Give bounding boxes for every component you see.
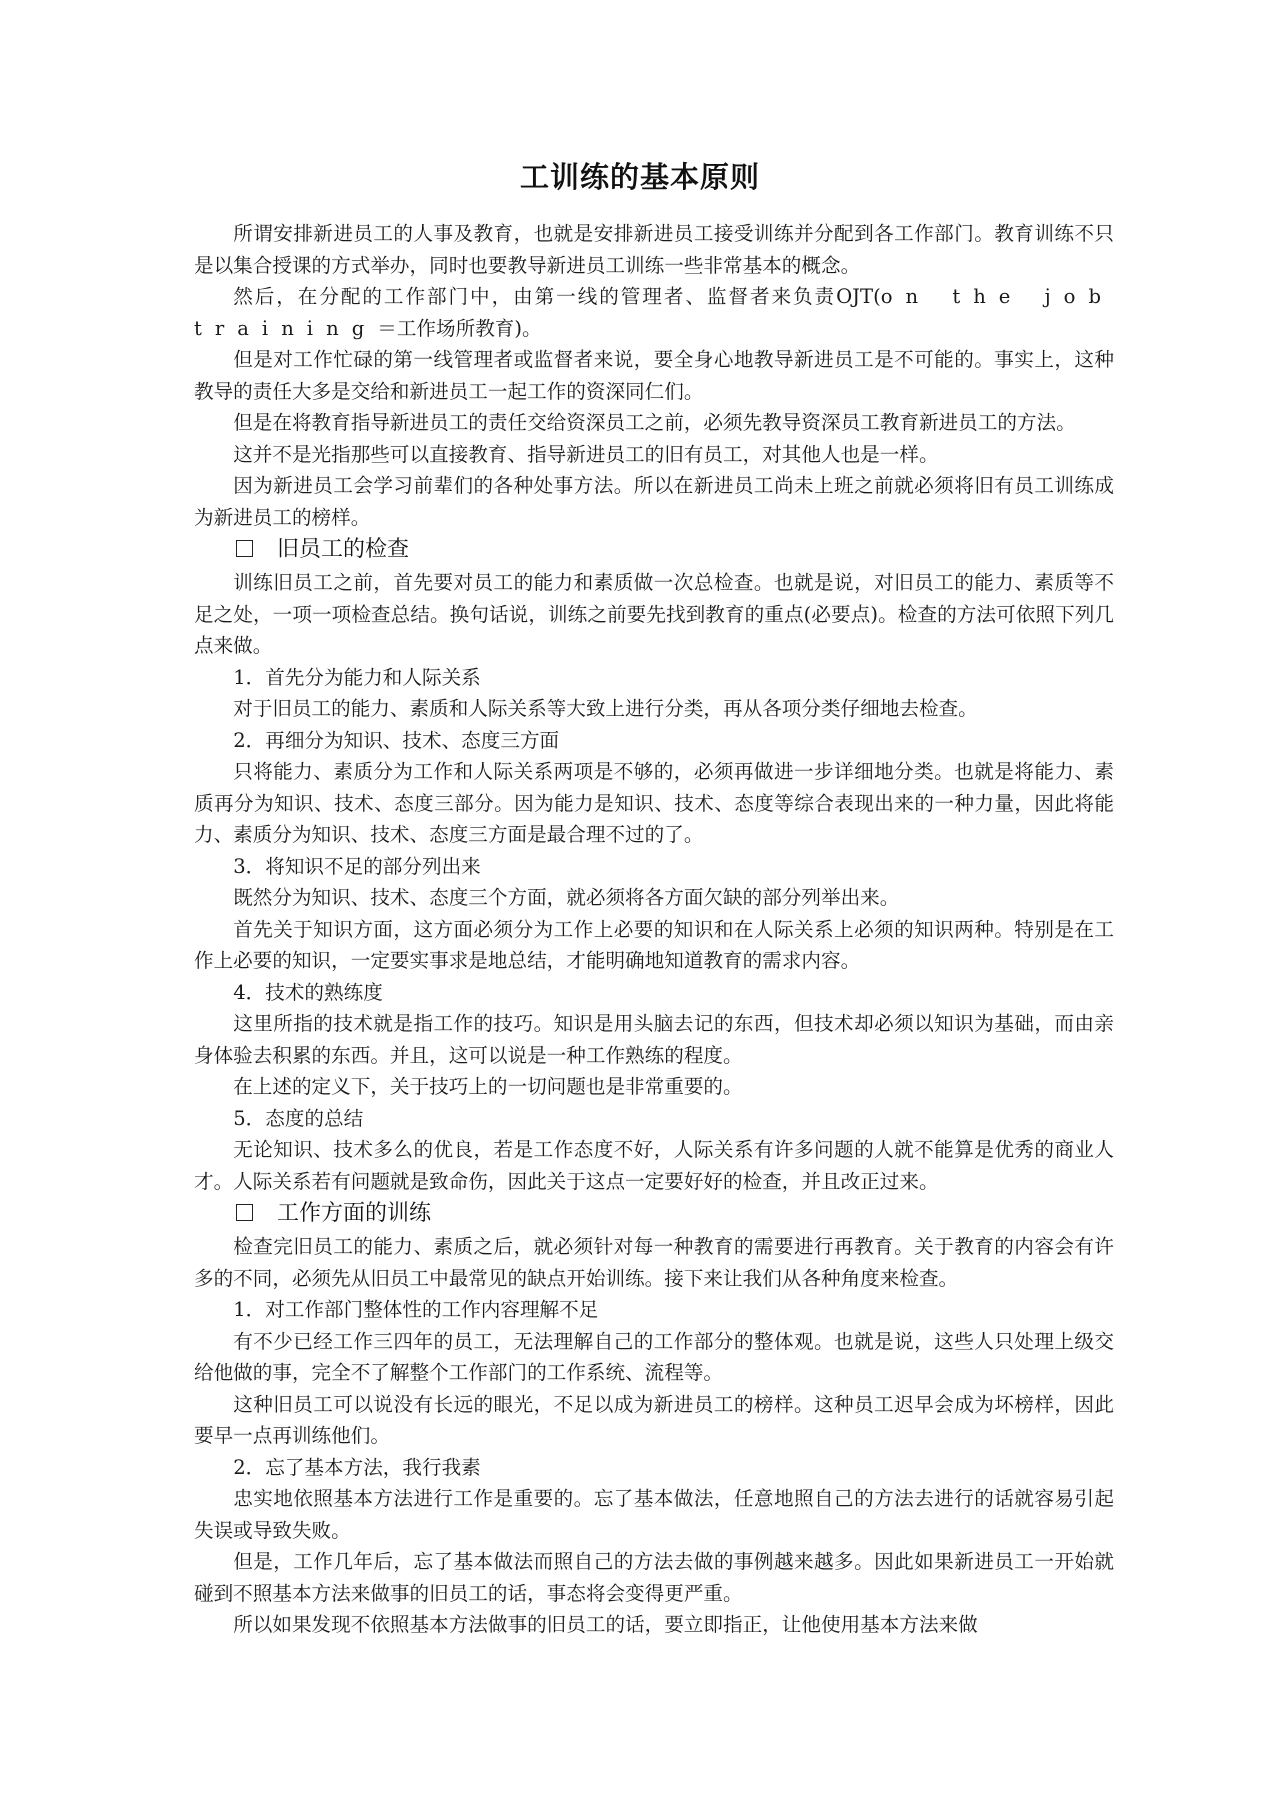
paragraph: 有不少已经工作三四年的员工，无法理解自己的工作部分的整体观。也就是说，这些人只处理上级交给他做的事，完全不了解整个工作部门的工作系统、流程等。 bbox=[194, 1329, 1114, 1384]
section-heading-text: 旧员工的检查 bbox=[277, 537, 410, 562]
checkbox-square-icon bbox=[236, 540, 253, 557]
subheading: 4．技术的熟练度 bbox=[233, 980, 383, 1004]
document-title: 工训练的基本原则 bbox=[519, 160, 760, 194]
paragraph: 既然分为知识、技术、态度三个方面，就必须将各方面欠缺的部分列举出来。 bbox=[233, 886, 900, 909]
subheading: 3．将知识不足的部分列出来 bbox=[233, 854, 481, 878]
paragraph: 这种旧员工可以说没有长远的眼光，不足以成为新进员工的榜样。这种员工迟早会成为坏榜样，因此要早一点再训练他们。 bbox=[194, 1392, 1114, 1447]
paragraph: 只将能力、素质分为工作和人际关系两项是不够的，必须再做进一步详细地分类。也就是将能力、素质再分为知识、技术、态度三部分。因为能力是知识、技术、态度等综合表现出来的一种力量，因此将能力、素质分为知识、技术、态度三方面是最合理不过的了。 bbox=[194, 760, 1114, 846]
subheading: 1．首先分为能力和人际关系 bbox=[233, 665, 481, 689]
paragraph: 检查完旧员工的能力、素质之后，就必须针对每一种教育的需要进行再教育。关于教育的内容会有许多的不同，必须先从旧员工中最常见的缺点开始训练。接下来让我们从各种角度来检查。 bbox=[194, 1235, 1114, 1290]
section-heading-work-training bbox=[194, 1197, 1114, 1231]
paragraph: 对于旧员工的能力、素质和人际关系等大致上进行分类，再从各项分类仔细地去检查。 bbox=[233, 697, 978, 720]
paragraph: 所以如果发现不依照基本方法做事的旧员工的话，要立即指正，让他使用基本方法来做 bbox=[233, 1613, 978, 1636]
paragraph: 无论知识、技术多么的优良，若是工作态度不好，人际关系有许多问题的人就不能算是优秀的商业人才。人际关系若有问题就是致命伤，因此关于这点一定要好好的检查，并且改正过来。 bbox=[194, 1138, 1114, 1193]
paragraph: 这并不是光指那些可以直接教育、指导新进员工的旧有员工，对其他人也是一样。 bbox=[233, 442, 939, 466]
paragraph-ojt bbox=[194, 281, 1114, 344]
subheading: 2．再细分为知识、技术、态度三方面 bbox=[233, 728, 560, 752]
section-heading-text: 工作方面的训练 bbox=[277, 1201, 432, 1226]
checkbox-square-icon bbox=[236, 1204, 253, 1221]
paragraph: 但是对工作忙碌的第一线管理者或监督者来说，要全身心地教导新进员工是不可能的。事实上，这种教导的责任大多是交给和新进员工一起工作的资深同仁们。 bbox=[194, 348, 1114, 403]
subheading: 5．态度的总结 bbox=[233, 1106, 364, 1130]
ojt-suffix: ＝工作场所教育)。 bbox=[377, 316, 542, 340]
section-heading-old-staff-check bbox=[194, 533, 1114, 567]
ojt-term: on the job training bbox=[194, 285, 1114, 340]
paragraph: 但是，工作几年后，忘了基本做法而照自己的方法去做的事例越来越多。因此如果新进员工一开始就碰到不照基本方法来做事的旧员工的话，事态将会变得更严重。 bbox=[194, 1550, 1114, 1605]
subheading: 2．忘了基本方法，我行我素 bbox=[233, 1455, 481, 1479]
paragraph: 这里所指的技术就是指工作的技巧。知识是用头脑去记的东西，但技术却必须以知识为基础，而由亲身体验去积累的东西。并且，这可以说是一种工作熟练的程度。 bbox=[194, 1012, 1114, 1067]
paragraph: 因为新进员工会学习前辈们的各种处事方法。所以在新进员工尚未上班之前就必须将旧有员工训练成为新进员工的榜样。 bbox=[194, 474, 1114, 529]
ojt-prefix: 然后，在分配的工作部门中，由第一线的管理者、监督者来负责OJT( bbox=[233, 285, 881, 308]
paragraph: 在上述的定义下，关于技巧上的一切问题也是非常重要的。 bbox=[233, 1075, 743, 1098]
paragraph: 首先关于知识方面，这方面必须分为工作上必要的知识和在人际关系上必须的知识两种。特别是在工作上必要的知识，一定要实事求是地总结，才能明确地知道教育的需求内容。 bbox=[194, 917, 1114, 972]
document-body bbox=[194, 218, 1114, 1641]
subheading: 1．对工作部门整体性的工作内容理解不足 bbox=[233, 1298, 599, 1321]
paragraph: 但是在将教育指导新进员工的责任交给资深员工之前，必须先教导资深员工教育新进员工的方法。 bbox=[233, 411, 1076, 434]
paragraph: 忠实地依照基本方法进行工作是重要的。忘了基本做法，任意地照自己的方法去进行的话就容易引起失误或导致失败。 bbox=[194, 1487, 1114, 1542]
paragraph: 训练旧员工之前，首先要对员工的能力和素质做一次总检查。也就是说，对旧员工的能力、素质等不足之处，一项一项检查总结。换句话说，训练之前要先找到教育的重点(必要点)。检查的方法可依照下列几点来做。 bbox=[194, 571, 1114, 657]
paragraph: 所谓安排新进员工的人事及教育，也就是安排新进员工接受训练并分配到各工作部门。教育训练不只是以集合授课的方式举办，同时也要教导新进员工训练一些非常基本的概念。 bbox=[194, 222, 1114, 277]
